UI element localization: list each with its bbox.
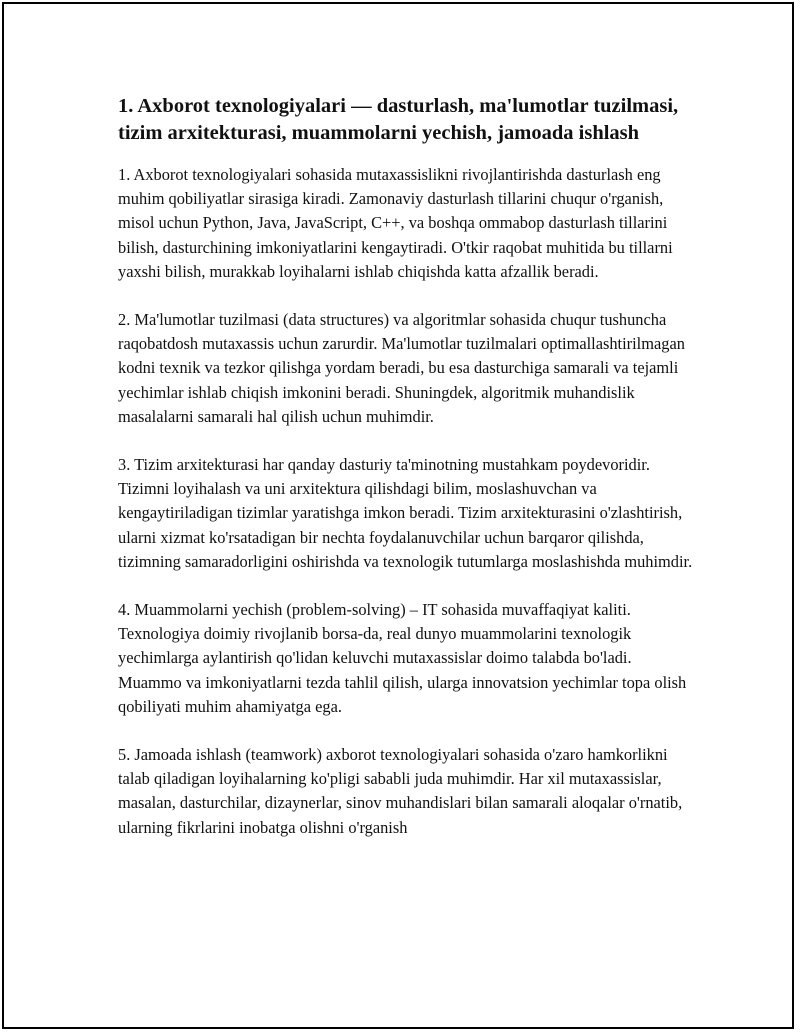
- paragraph-problem-solving: 4. Muammolarni yechish (problem-solving) – IT sohasida muvaffaqiyat kaliti. Texnologiya doimiy rivojlanib borsa-da, real dunyo muammolarini texnologik yechimlarga aylantirish qo'lidan keluvchi mutaxassislar doimo talabda bo'ladi. Muammo va imkoniyatlarni tezda tahlil qilish, ularga innovatsion yechimlar topa olish qobiliyati muhim ahamiyatga ega.: [118, 600, 687, 716]
- paragraph-programming: 1. Axborot texnologiyalari sohasida mutaxassislikni rivojlantirishda dasturlash eng muhim qobiliyatlar sirasiga kiradi. Zamonaviy dasturlash tillarini chuqur o'rganish, misol uchun Python, Java, JavaScript, C++, va boshqa ommabop dasturlash tillarini bilish, dasturchining imkoniyatlarini kengaytiradi. O'tkir raqobat muhitida bu tillarni yaxshi bilish, murakkab loyihalarni ishlab chiqishda katta afzallik beradi.: [118, 165, 673, 281]
- paragraph-teamwork: 5. Jamoada ishlash (teamwork) axborot texnologiyalari sohasida o'zaro hamkorlikni talab qiladigan loyihalarning ko'pligi sababli juda muhimdir. Har xil mutaxassislar, masalan, dasturchilar, dizaynerlar, sinov muhandislari bilan samarali aloqalar o'rnatib, ularning fikrlarini inobatga olishni o'rganish: [118, 745, 683, 837]
- document-body: [118, 93, 694, 864]
- document-title: 1. Axborot texnologiyalari — dasturlash, ma'lumotlar tuzilmasi, tizim arxitekturasi, muammolarni yechish, jamoada ishlash: [118, 95, 679, 144]
- paragraph-system-architecture: 3. Tizim arxitekturasi har qanday dasturiy ta'minotning mustahkam poydevoridir. Tizimni loyihalash va uni arxitektura qilishdagi bilim, moslashuvchan va kengaytiriladigan tizimlar yaratishga imkon beradi. Tizim arxitekturasini o'zlashtirish, ularni xizmat ko'rsatadigan bir nechta foydalanuvchilar uchun barqaror qilishda, tizimning samaradorligini oshirishda va texnologik tutumlarga moslashishda muhimdir.: [118, 455, 693, 571]
- paragraph-data-structures: 2. Ma'lumotlar tuzilmasi (data structures) va algoritmlar sohasida chuqur tushuncha raqobatdosh mutaxassis uchun zarurdir. Ma'lumotlar tuzilmalari optimallashtirilmagan kodni texnik va tezkor qilishga yordam beradi, bu esa dasturchiga samarali va tejamli yechimlar ishlab chiqish imkonini beradi. Shuningdek, algoritmik muhandislik masalalarni samarali hal qilish uchun muhimdir.: [118, 310, 685, 426]
